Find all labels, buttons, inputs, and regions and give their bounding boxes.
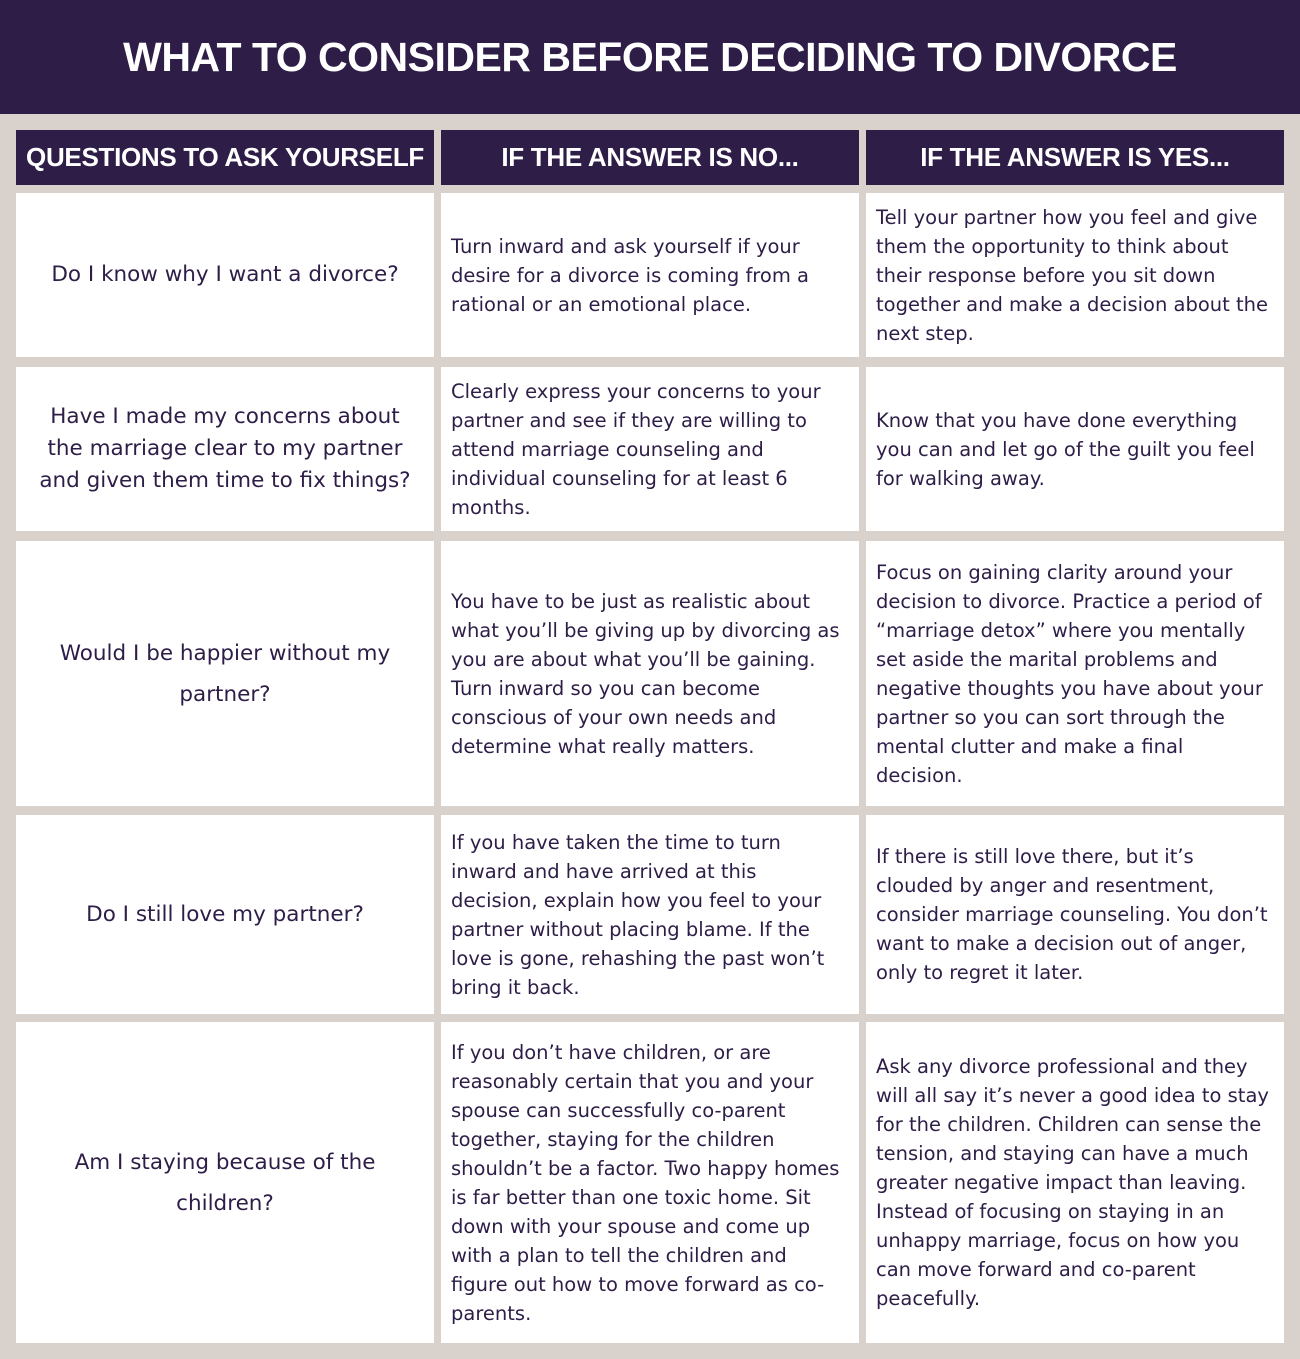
answer-yes-cell: Focus on gaining clarity around your decision to divorce. Practice a period of “marriage detox” where you mentally set aside the marital problems and negative thoughts you have about your partner so you can sort through the mental clutter and make a final decision. [866,541,1284,806]
answer-yes-cell: If there is still love there, but it’s clouded by anger and resentment, consider marriage counseling. You don’t want to make a decision out of anger, only to regret it later. [866,815,1284,1014]
question-cell: Do I still love my partner? [16,815,434,1014]
question-cell: Have I made my concerns about the marriage clear to my partner and given them time to fix things? [16,367,434,531]
question-cell: Am I staying because of the children? [16,1022,434,1343]
answer-no-cell: If you have taken the time to turn inward and have arrived at this decision, explain how you feel to your partner without placing blame. If the love is gone, rehashing the past won’t bring it back. [441,815,859,1014]
header-answer-no: IF THE ANSWER IS NO... [441,130,859,185]
title-banner [0,0,1300,114]
question-cell: Do I know why I want a divorce? [16,193,434,357]
page-title: WHAT TO CONSIDER BEFORE DECIDING TO DIVORCE [123,33,1177,80]
header-questions: QUESTIONS TO ASK YOURSELF [16,130,434,185]
answer-yes-cell: Tell your partner how you feel and give them the opportunity to think about their response before you sit down together and make a decision about the next step. [866,193,1284,357]
answer-no-cell: Clearly express your concerns to your partner and see if they are willing to attend marriage counseling and individual counseling for at least 6 months. [441,367,859,531]
answer-yes-cell: Know that you have done everything you can and let go of the guilt you feel for walking away. [866,367,1284,531]
answer-no-cell: Turn inward and ask yourself if your desire for a divorce is coming from a rational or an emotional place. [441,193,859,357]
answer-no-cell: If you don’t have children, or are reasonably certain that you and your spouse can successfully co-parent together, staying for the children shouldn’t be a factor. Two happy homes is far better than one toxic home. Sit down with your spouse and come up with a plan to tell the children and figure out how to move forward as co-parents. [441,1022,859,1343]
question-cell: Would I be happier without my partner? [16,541,434,806]
answer-no-cell: You have to be just as realistic about what you’ll be giving up by divorcing as you are about what you’ll be gaining. Turn inward so you can become conscious of your own needs and determine what really matters. [441,541,859,806]
header-answer-yes: IF THE ANSWER IS YES... [866,130,1284,185]
answer-yes-cell: Ask any divorce professional and they will all say it’s never a good idea to stay for the children. Children can sense the tension, and staying can have a much greater negative impact than leaving. Instead of focusing on staying in an unhappy marriage, focus on how you can move forward and co-parent peacefully. [866,1022,1284,1343]
